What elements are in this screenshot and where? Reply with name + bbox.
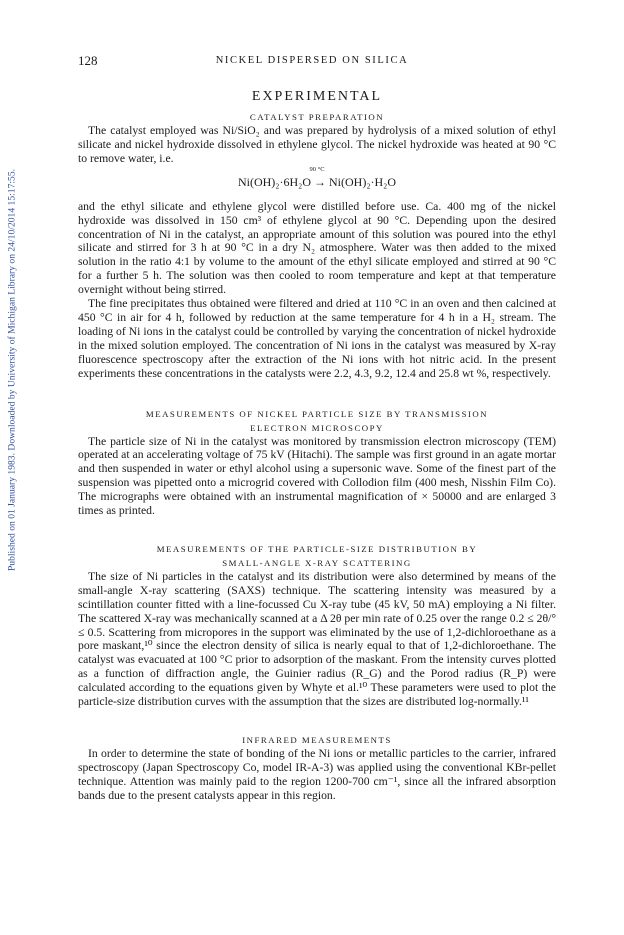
equation-block — [78, 166, 556, 200]
subsection-title-catalyst-preparation: CATALYST PREPARATION — [249, 112, 385, 122]
subsection-title-tem-line1: MEASUREMENTS OF NICKEL PARTICLE SIZE BY TRANSMISSION — [145, 408, 489, 419]
paragraph: The catalyst employed was Ni/SiO₂ and was prepared by hydrolysis of a mixed solution of ethyl silicate and nickel hydroxide dissolved in ethylene glycol. The nickel hydroxide was heated at 90 °C to remove water, i.e. — [78, 124, 556, 165]
page-number: 128 — [78, 53, 98, 68]
subsection-title-saxs-line1: MEASUREMENTS OF THE PARTICLE-SIZE DISTRIBUTION BY — [156, 543, 478, 554]
paragraph: The fine precipitates thus obtained were filtered and dried at 110 °C in an oven and then calcined at 450 °C in air for 4 h, followed by reduction at the same temperature for 4 h in a H₂ stream. The loading of Ni ions in the catalyst could be controlled by varying the concentration of nickel hydroxide in the mixed solution employed. The concentration of Ni ions in the catalyst was measured by X-ray fluorescence spectroscopy after the extraction of the Ni ions with hot nitric acid. In the present experiments these concentrations in the catalysts were 2.2, 4.3, 9.2, 12.4 and 25.8 wt %, respectively. — [78, 297, 556, 380]
section-title: EXPERIMENTAL — [251, 89, 383, 104]
equation: Ni(OH)₂·6H₂O → Ni(OH)₂·H₂O — [237, 174, 397, 189]
article-body — [78, 88, 556, 803]
subsection-title-saxs-line2: SMALL-ANGLE X-RAY SCATTERING — [222, 557, 412, 568]
subsection-title-infrared: INFRARED MEASUREMENTS — [242, 735, 392, 745]
paragraph: The size of Ni particles in the catalyst and its distribution were also determined by means of the small-angle X-ray scattering (SAXS) technique. The scattering intensity was measured by a scintillation counter fitted with a line-focussed Cu X-ray tube (45 kV, 50 mA) employing a Ni filter. The scattered X-ray was mechanically scanned at a Δ 2θ per min rate of 0.25 over the range 0.2 ≤ 2θ/° ≤ 0.5. Scattering from micropores in the support was eliminated by the use of 1,2-dichloroethane as a pore maskant,¹⁰ since the electron density of silica is nearly equal to that of 1,2-dichloroethane. The catalyst was evacuated at 100 °C prior to adsorption of the maskant. From the intensity curves plotted as a function of diffraction angle, the Guinier radius (R_G) and the Porod radius (R_P) were calculated according to the equations given by Whyte et al.¹⁰ These parameters were used to plot the particle-size distribution curves with the assumption that the sizes are distributed log-normally.¹¹ — [78, 569, 556, 709]
download-watermark — [6, 150, 18, 590]
running-title: NICKEL DISPERSED ON SILICA — [215, 55, 409, 66]
subsection-title-tem-line2: ELECTRON MICROSCOPY — [250, 422, 384, 433]
download-watermark-text: Published on 01 January 1983. Downloaded by University of Michigan Library on 24/10/2014 15:17:55. — [6, 168, 18, 572]
paragraph: In order to determine the state of bonding of the Ni ions or metallic particles to the carrier, infrared spectroscopy (Japan Spectroscopy Co, model IR-A-3) was applied using the conventional KBr-pellet technique. Attention was mainly paid to the region 1200-700 cm⁻¹, since all the infrared absorption bands due to the present catalysts appear in this region. — [78, 747, 556, 802]
paragraph: The particle size of Ni in the catalyst was monitored by transmission electron microscopy (TEM) operated at an accelerating voltage of 75 kV (Hitachi). The sample was first ground in an agate mortar and then suspended in water or ethyl alcohol using a supersonic wave. Some of the finest part of the suspension was pipetted onto a microgrid covered with Collodion film (400 mesh, Nisshin Film Co). The micrographs were obtained with an instrumental magnification of × 50000 and are enlarged 3 times as printed. — [78, 434, 556, 518]
equation-condition: 90 °C — [309, 165, 325, 173]
paragraph: and the ethyl silicate and ethylene glycol were distilled before use. Ca. 400 mg of the nickel hydroxide was dissolved in 150 cm³ of ethylene glycol at 90 °C. Depending upon the desired concentration of Ni in the catalyst, an appropriate amount of this solution was poured into the ethyl silicate and stirred for 3 h at 90 °C in a dry N₂ atmosphere. Water was then added to the mixed solution in the ratio 4:1 by volume to the amount of the ethyl silicate employed and stirred at 90 °C for a further 5 h. The solution was then cooled to room temperature and kept at that temperature overnight without being stirred. — [78, 199, 556, 297]
